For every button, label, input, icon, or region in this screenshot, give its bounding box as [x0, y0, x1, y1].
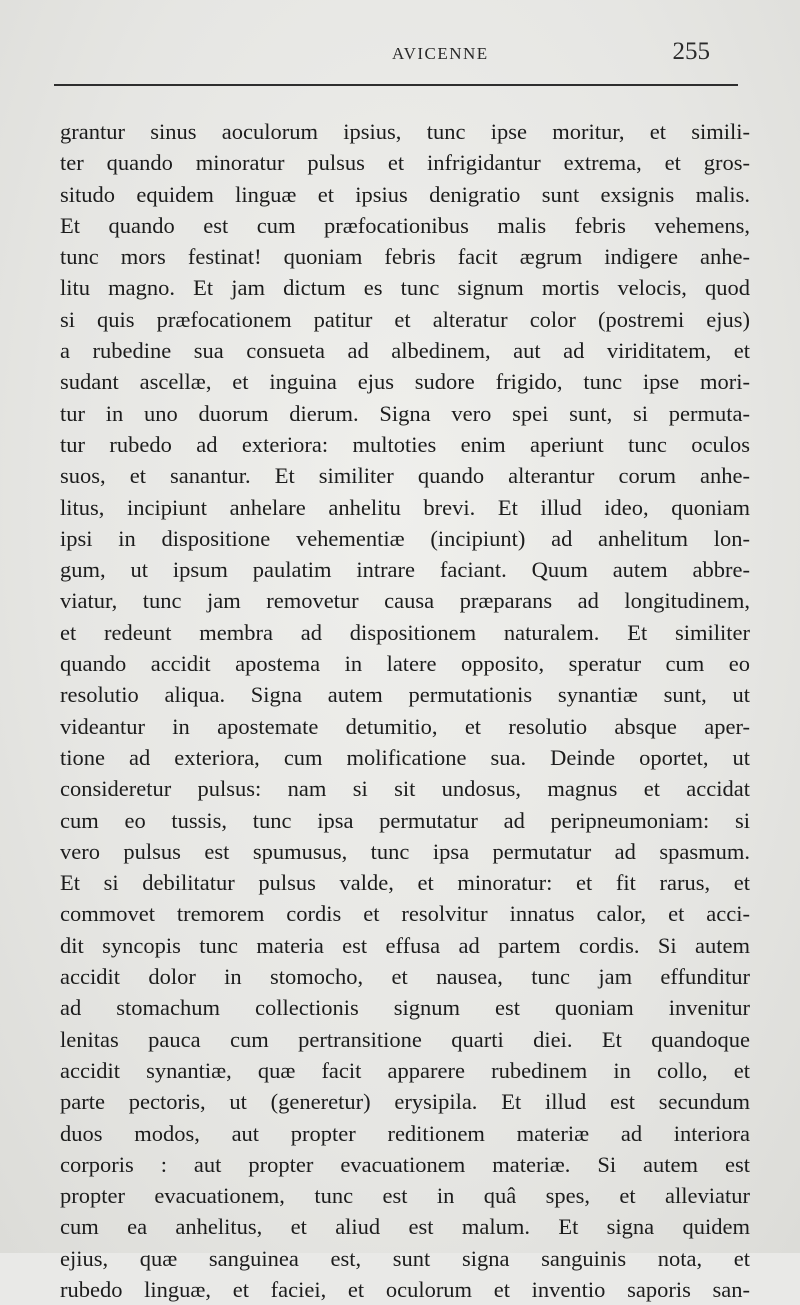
- text-line: resolutio aliqua. Signa autem permutationis synantiæ sunt, ut: [60, 682, 750, 708]
- text-line: ipsi in dispositione vehementiæ (incipiunt) ad anhelitum lon-: [60, 525, 750, 551]
- text-line: videantur in apostemate detumitio, et resolutio absque aper-: [60, 713, 750, 739]
- text-line: consideretur pulsus: nam si sit undosus, magnus et accidat: [60, 776, 750, 802]
- text-line: litu magno. Et jam dictum es tunc signum mortis velocis, quod: [60, 275, 750, 301]
- text-line: parte pectoris, ut (generetur) erysipila. Et illud est secundum: [60, 1089, 750, 1115]
- text-line: corporis : aut propter evacuationem materiæ. Si autem est: [60, 1151, 750, 1177]
- text-line: litus, incipiunt anhelare anhelitu brevi. Et illud ideo, quoniam: [60, 494, 750, 520]
- page-header: [52, 38, 742, 78]
- text-line: et redeunt membra ad dispositionem naturalem. Et similiter: [60, 619, 750, 645]
- header-rule: [54, 84, 738, 86]
- text-line: suos, et sanantur. Et similiter quando alterantur corum anhe-: [60, 463, 750, 489]
- page-number: 255: [672, 38, 710, 65]
- text-line: duos modos, aut propter reditionem materiæ ad interiora: [60, 1120, 750, 1146]
- text-line: cum eo tussis, tunc ipsa permutatur ad peripneumoniam: si: [60, 807, 750, 833]
- text-line: commovet tremorem cordis et resolvitur innatus calor, et acci-: [60, 901, 750, 927]
- text-line: tione ad exteriora, cum molificatione sua. Deinde oportet, ut: [60, 744, 750, 770]
- text-line: Et quando est cum præfocationibus malis febris vehemens,: [60, 212, 750, 238]
- text-line: cum ea anhelitus, et aliud est malum. Et signa quidem: [60, 1214, 750, 1240]
- text-line: viatur, tunc jam removetur causa præparans ad longitudinem,: [60, 588, 750, 614]
- text-line: ejius, quæ sanguinea est, sunt signa sanguinis nota, et: [60, 1245, 750, 1271]
- text-line: grantur sinus aoculorum ipsius, tunc ipse moritur, et simili-: [60, 119, 750, 144]
- text-line: vero pulsus est spumusus, tunc ipsa permutatur ad spasmum.: [60, 838, 750, 864]
- text-line: ter quando minoratur pulsus et infrigidantur extrema, et gros-: [60, 150, 750, 176]
- text-line: Et si debilitatur pulsus valde, et minoratur: et fit rarus, et: [60, 870, 750, 896]
- text-line: lenitas pauca cum pertransitione quarti diei. Et quandoque: [60, 1026, 750, 1052]
- text-line: quando accidit apostema in latere opposito, speratur cum eo: [60, 651, 750, 677]
- text-line: sudant ascellæ, et inguina ejus sudore frigido, tunc ipse mori-: [60, 369, 750, 395]
- text-line: ad stomachum collectionis signum est quoniam invenitur: [60, 995, 750, 1021]
- text-line: gum, ut ipsum paulatim intrare faciant. Quum autem abbre-: [60, 557, 750, 583]
- text-line: situdo equidem linguæ et ipsius denigratio sunt exsignis malis.: [60, 181, 750, 207]
- text-line: tunc mors festinat! quoniam febris facit ægrum indigere anhe-: [60, 244, 750, 270]
- text-line: a rubedine sua consueta ad albedinem, aut ad viriditatem, et: [60, 338, 750, 364]
- text-line: dit syncopis tunc materia est effusa ad partem cordis. Si autem: [60, 932, 750, 958]
- text-line: rubedo linguæ, et faciei, et oculorum et inventio saporis san-: [60, 1276, 750, 1302]
- text-line: tur in uno duorum dierum. Signa vero spei sunt, si permuta-: [60, 400, 750, 426]
- text-line: tur rubedo ad exteriora: multoties enim aperiunt tunc oculos: [60, 431, 750, 457]
- body-text: [60, 116, 750, 1305]
- text-line: si quis præfocationem patitur et alteratur color (postremi ejus): [60, 306, 750, 332]
- running-title: AVICENNE: [392, 44, 489, 63]
- text-line: accidit dolor in stomocho, et nausea, tunc jam effunditur: [60, 964, 750, 990]
- text-line: propter evacuationem, tunc est in quâ spes, et alleviatur: [60, 1183, 750, 1209]
- text-line: accidit synantiæ, quæ facit apparere rubedinem in collo, et: [60, 1057, 750, 1083]
